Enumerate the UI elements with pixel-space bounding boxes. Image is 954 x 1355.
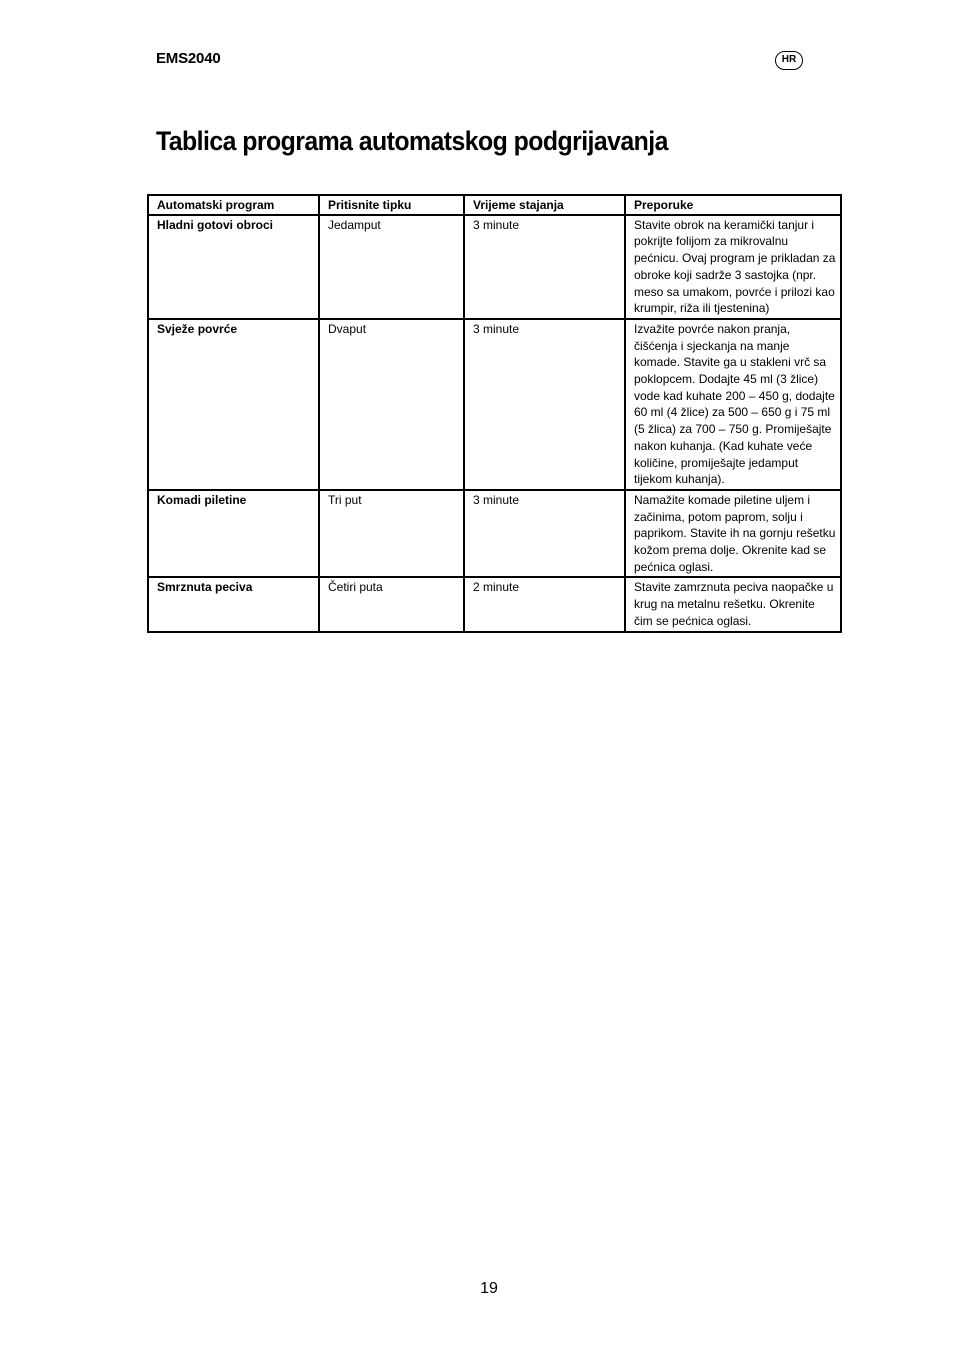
- column-header-standing-time: Vrijeme stajanja: [464, 195, 625, 215]
- page-title: Tablica programa automatskog podgrijavanja: [156, 126, 668, 156]
- table-header-row: [148, 195, 841, 215]
- advice-text: Namažite komade piletine uljem i začinima, potom paprom, solju i paprikom. Stavite ih na gornju rešetku kožom prema dolje. Okrenite kad se pećnica oglasi.: [625, 490, 841, 578]
- standing-time: 2 minute: [464, 577, 625, 631]
- press-count: Tri put: [319, 490, 464, 578]
- press-count: Dvaput: [319, 319, 464, 490]
- table-row: [148, 319, 841, 490]
- column-header-advice: Preporuke: [625, 195, 841, 215]
- table-row: [148, 215, 841, 319]
- column-header-program: Automatski program: [148, 195, 319, 215]
- standing-time: 3 minute: [464, 319, 625, 490]
- page-number: 19: [480, 1280, 498, 1297]
- language-badge: HR: [775, 51, 803, 70]
- table-row: [148, 577, 841, 631]
- program-name: Smrznuta peciva: [148, 577, 319, 631]
- table-row: [148, 490, 841, 578]
- press-count: Četiri puta: [319, 577, 464, 631]
- model-number: EMS2040: [156, 50, 221, 67]
- program-name: Hladni gotovi obroci: [148, 215, 319, 319]
- advice-text: Izvažite povrće nakon pranja, čišćenja i sjeckanja na manje komade. Stavite ga u stakleni vrč sa poklopcem. Dodajte 45 ml (3 žlice) vode kad kuhate 200 – 450 g, dodajte 60 ml (4 žlice) za 500 – 650 g i 75 ml (5 žlica) za 700 – 750 g. Promiješajte nakon kuhanja. (Kad kuhate veće količine, promiješajte jedamput tijekom kuhanja).: [625, 319, 841, 490]
- advice-text: Stavite obrok na keramički tanjur i pokrijte folijom za mikrovalnu pećnicu. Ovaj program je prikladan za obroke koji sadrže 3 sastojka (npr. meso sa umakom, povrće i prilozi kao krumpir, riža ili tjestenina): [625, 215, 841, 319]
- column-header-press: Pritisnite tipku: [319, 195, 464, 215]
- program-name: Svježe povrće: [148, 319, 319, 490]
- standing-time: 3 minute: [464, 215, 625, 319]
- program-name: Komadi piletine: [148, 490, 319, 578]
- standing-time: 3 minute: [464, 490, 625, 578]
- auto-reheat-table: [147, 194, 842, 633]
- press-count: Jedamput: [319, 215, 464, 319]
- advice-text: Stavite zamrznuta peciva naopačke u krug na metalnu rešetku. Okrenite čim se pećnica oglasi.: [625, 577, 841, 631]
